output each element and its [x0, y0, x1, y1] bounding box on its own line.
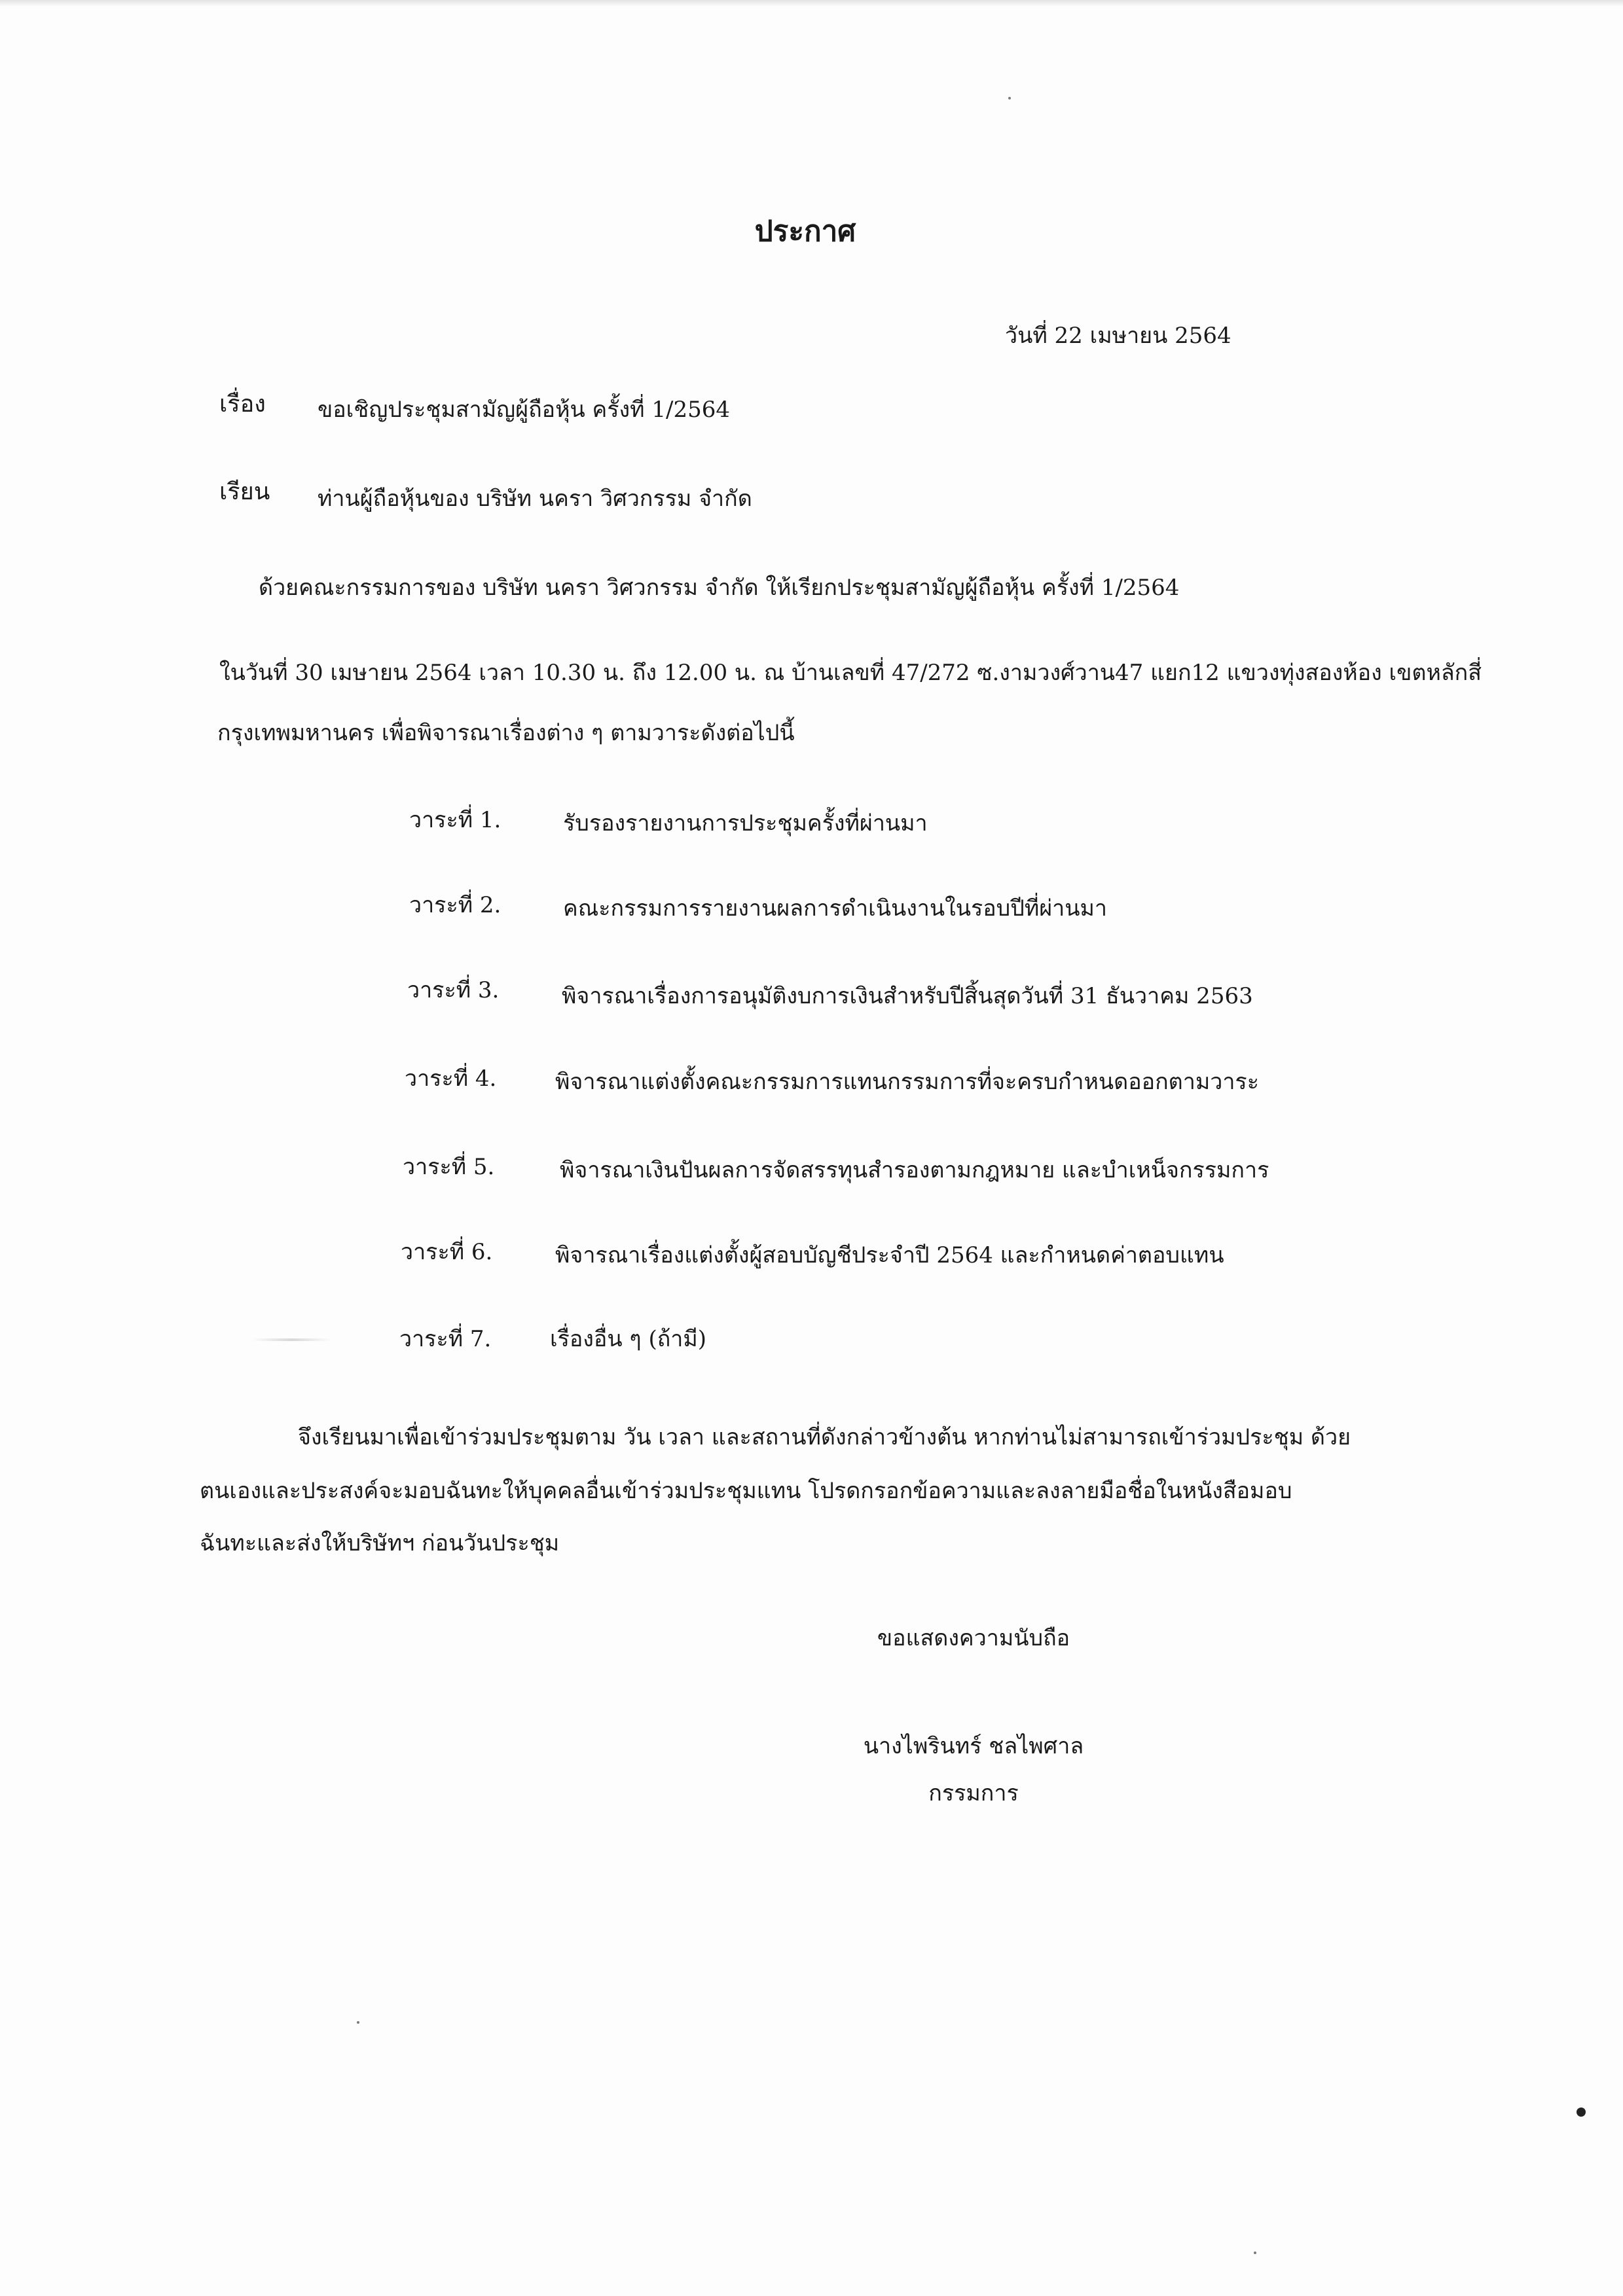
agenda-text-7: เรื่องอื่น ๆ (ถ้ามี)	[550, 1326, 707, 1352]
scan-speck	[357, 2021, 359, 2024]
agenda-text-6: พิจารณาเรื่องแต่งตั้งผู้สอบบัญชีประจำปี 2564 และกำหนดค่าตอบแทน	[555, 1242, 1224, 1268]
scan-smudge	[252, 1338, 331, 1341]
scan-speck	[1008, 97, 1011, 99]
agenda-text-4: พิจารณาแต่งตั้งคณะกรรมการแทนกรรมการที่จะครบกำหนดออกตามวาระ	[555, 1069, 1259, 1095]
closing-line-2: ตนเองและประสงค์จะมอบฉันทะให้บุคคลอื่นเข้าร่วมประชุมแทน โปรดกรอกข้อความและลงลายมือชื่อในหนังสือมอบ	[200, 1478, 1292, 1504]
agenda-text-3: พิจารณาเรื่องการอนุมัติงบการเงินสำหรับปีสิ้นสุดวันที่ 31 ธันวาคม 2563	[562, 983, 1253, 1009]
agenda-text-5: พิจารณาเงินปันผลการจัดสรรทุนสำรองตามกฎหมาย และบำเหน็จกรรมการ	[560, 1157, 1269, 1183]
scan-edge-top	[0, 0, 1623, 7]
intro-line-1: ด้วยคณะกรรมการของ บริษัท นครา วิศวกรรม จำกัด ให้เรียกประชุมสามัญผู้ถือหุ้น ครั้งที่ 1/2564	[259, 575, 1180, 601]
to-text: ท่านผู้ถือหุ้นของ บริษัท นครา วิศวกรรม จำกัด	[318, 486, 752, 512]
agenda-label-1: วาระที่ 1.	[409, 807, 501, 833]
scan-speck	[1577, 2108, 1586, 2117]
subject-text: ขอเชิญประชุมสามัญผู้ถือหุ้น ครั้งที่ 1/2564	[318, 397, 730, 423]
closing-line-3: ฉันทะและส่งให้บริษัทฯ ก่อนวันประชุม	[200, 1530, 560, 1556]
agenda-label-3: วาระที่ 3.	[407, 977, 500, 1003]
signature-regards: ขอแสดงความนับถือ	[877, 1625, 1070, 1651]
to-label: เรียน	[219, 478, 270, 505]
agenda-label-4: วาระที่ 4.	[405, 1066, 497, 1092]
agenda-text-1: รับรองรายงานการประชุมครั้งที่ผ่านมา	[563, 810, 928, 836]
agenda-label-5: วาระที่ 5.	[403, 1154, 495, 1180]
document-date: วันที่ 22 เมษายน 2564	[1005, 323, 1231, 349]
intro-line-2: ในวันที่ 30 เมษายน 2564 เวลา 10.30 น. ถึง 12.00 น. ณ บ้านเลขที่ 47/272 ซ.งามวงศ์วาน47 แยก12 แขวงทุ่งสองห้อง เขตหลักสี่	[219, 660, 1482, 686]
signature-name: นางไพรินทร์ ชลไพศาล	[863, 1733, 1084, 1759]
agenda-label-6: วาระที่ 6.	[401, 1239, 493, 1265]
subject-label: เรื่อง	[219, 391, 266, 418]
agenda-text-2: คณะกรรมการรายงานผลการดำเนินงานในรอบปีที่ผ่านมา	[563, 895, 1107, 922]
page-title: ประกาศ	[754, 215, 856, 248]
intro-line-3: กรุงเทพมหานคร เพื่อพิจารณาเรื่องต่าง ๆ ตามวาระดังต่อไปนี้	[217, 720, 795, 746]
agenda-label-2: วาระที่ 2.	[409, 892, 501, 918]
scan-speck	[1254, 2251, 1256, 2254]
signature-position: กรรมการ	[928, 1780, 1019, 1806]
agenda-label-7: วาระที่ 7.	[399, 1326, 492, 1352]
closing-line-1: จึงเรียนมาเพื่อเข้าร่วมประชุมตาม วัน เวลา และสถานที่ดังกล่าวข้างต้น หากท่านไม่สามารถเข้าร่วมประชุม ด้วย	[298, 1424, 1351, 1450]
